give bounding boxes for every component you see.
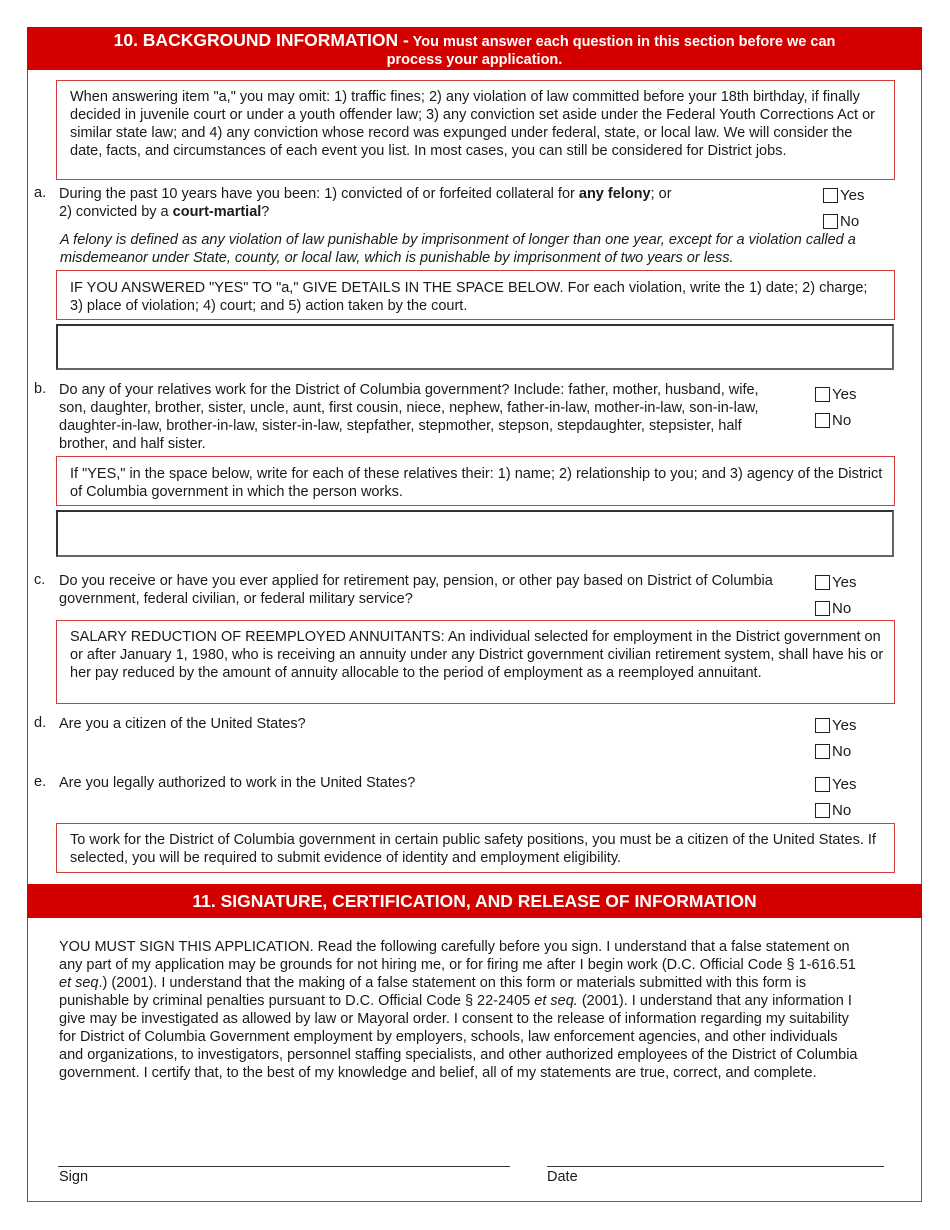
q-a-text: During the past 10 years have you been: 1) convicted of or forfeited collateral for any felony; or 2) convicted by a court-martial? xyxy=(59,186,672,220)
q-b-letter: b. xyxy=(34,381,47,397)
q-b-details-note: If "YES," in the space below, write for each of these relatives their: 1) name; 2) relationship to you; and 3) agency of the District of Columbia government in which the person works. xyxy=(56,456,895,506)
q-b-yes-checkbox[interactable]: Yes xyxy=(815,386,856,403)
section-11-header: 11. SIGNATURE, CERTIFICATION, AND RELEASE OF INFORMATION xyxy=(27,884,922,918)
q-d-yes-checkbox[interactable]: Yes xyxy=(815,717,856,734)
q-a-yes-checkbox[interactable]: Yes xyxy=(823,187,864,204)
q-b-details-input[interactable] xyxy=(56,510,894,557)
certification-text: YOU MUST SIGN THIS APPLICATION. Read the following carefully before you sign. I understand that a false statement on any part of my application may be grounds for not hiring me, or for firing me after I begin work (D.C. Official Code § 1-616.51 et seq.) (2001). I understand that the making of a false statement on this form or materials submitted with this form is punishable by criminal penalties pursuant to D.C. Official Code § 22-2405 et seq. (2001). I understand that any information I give may be investigated as allowed by law or Mayoral order. I consent to the release of information regarding my suitability for District of Columbia Government employment by employers, schools, law enforcement agencies, and other individuals and organizations, to investigators, personnel staffing specialists, and other authorized employees of the District of Columbia government. I certify that, to the best of my knowledge and belief, all of my statements are true, correct, and complete. xyxy=(59,939,858,1081)
q-b-text: Do any of your relatives work for the District of Columbia government? Include: father, mother, husband, wife, son, daughter, brother, sister, uncle, aunt, first cousin, niece, nephew, father-in-law, mother-in-law, son-in-law, daughter-in-law, brother-in-law, sister-in-law, stepfather, stepmother, stepson, stepdaughter, stepsister, half brother, and half sister. xyxy=(59,382,759,452)
section-10-subtitle: You must answer each question in this section before we can xyxy=(412,34,836,50)
q-e-yes-checkbox[interactable]: Yes xyxy=(815,776,856,793)
sign-label: Sign xyxy=(59,1169,89,1185)
q-e-letter: e. xyxy=(34,774,47,790)
section-10-header xyxy=(27,27,922,70)
q-d-letter: d. xyxy=(34,715,47,731)
section-10-title: 10. BACKGROUND INFORMATION - xyxy=(113,30,409,50)
felony-note: A felony is defined as any violation of law punishable by imprisonment of longer than one year, except for a violation called a misdemeanor under State, county, or local law, which is punishable by imprisonment of two years or less. xyxy=(60,232,856,266)
date-line[interactable] xyxy=(547,1166,884,1167)
section-10-subtitle-2: process your application. xyxy=(386,52,563,68)
q-c-text: Do you receive or have you ever applied for retirement pay, pension, or other pay based on District of Columbia government, federal civilian, or federal military service? xyxy=(59,573,773,607)
date-label: Date xyxy=(547,1169,578,1185)
q-c-letter: c. xyxy=(34,572,46,588)
q-e-no-checkbox[interactable]: No xyxy=(815,802,851,819)
q-a-no-checkbox[interactable]: No xyxy=(823,213,859,230)
sign-line[interactable] xyxy=(58,1166,510,1167)
q-e-text: Are you legally authorized to work in the United States? xyxy=(59,775,416,791)
q-d-text: Are you a citizen of the United States? xyxy=(59,716,306,732)
q-a-details-note: IF YOU ANSWERED "YES" TO "a," GIVE DETAILS IN THE SPACE BELOW. For each violation, write the 1) date; 2) charge; 3) place of violation; 4) court; and 5) action taken by the court. xyxy=(56,270,895,320)
q-c-no-checkbox[interactable]: No xyxy=(815,600,851,617)
q-a-letter: a. xyxy=(34,185,47,201)
q-c-yes-checkbox[interactable]: Yes xyxy=(815,574,856,591)
intro-note: When answering item "a," you may omit: 1) traffic fines; 2) any violation of law committed before your 18th birthday, if finally decided in juvenile court or under a youth offender law; 3) any conviction set aside under the Federal Youth Corrections Act or similar state law; and 4) any conviction whose record was expunged under federal, state, or local law. We will consider the date, facts, and circumstances of each event you list. In most cases, you can still be considered for District jobs. xyxy=(56,80,895,180)
q-d-no-checkbox[interactable]: No xyxy=(815,743,851,760)
q-a-details-input[interactable] xyxy=(56,324,894,370)
citizen-note: To work for the District of Columbia government in certain public safety positions, you must be a citizen of the United States. If selected, you will be required to submit evidence of identity and employment eligibility. xyxy=(56,823,895,873)
q-b-no-checkbox[interactable]: No xyxy=(815,412,851,429)
salary-reduction-note: SALARY REDUCTION OF REEMPLOYED ANNUITANTS: An individual selected for employment in the District government on or after January 1, 1980, who is receiving an annuity under any District government civilian retirement system, shall have his or her pay reduced by the amount of annuity allocable to the period of employment as a reemployed annuitant. xyxy=(56,620,895,704)
